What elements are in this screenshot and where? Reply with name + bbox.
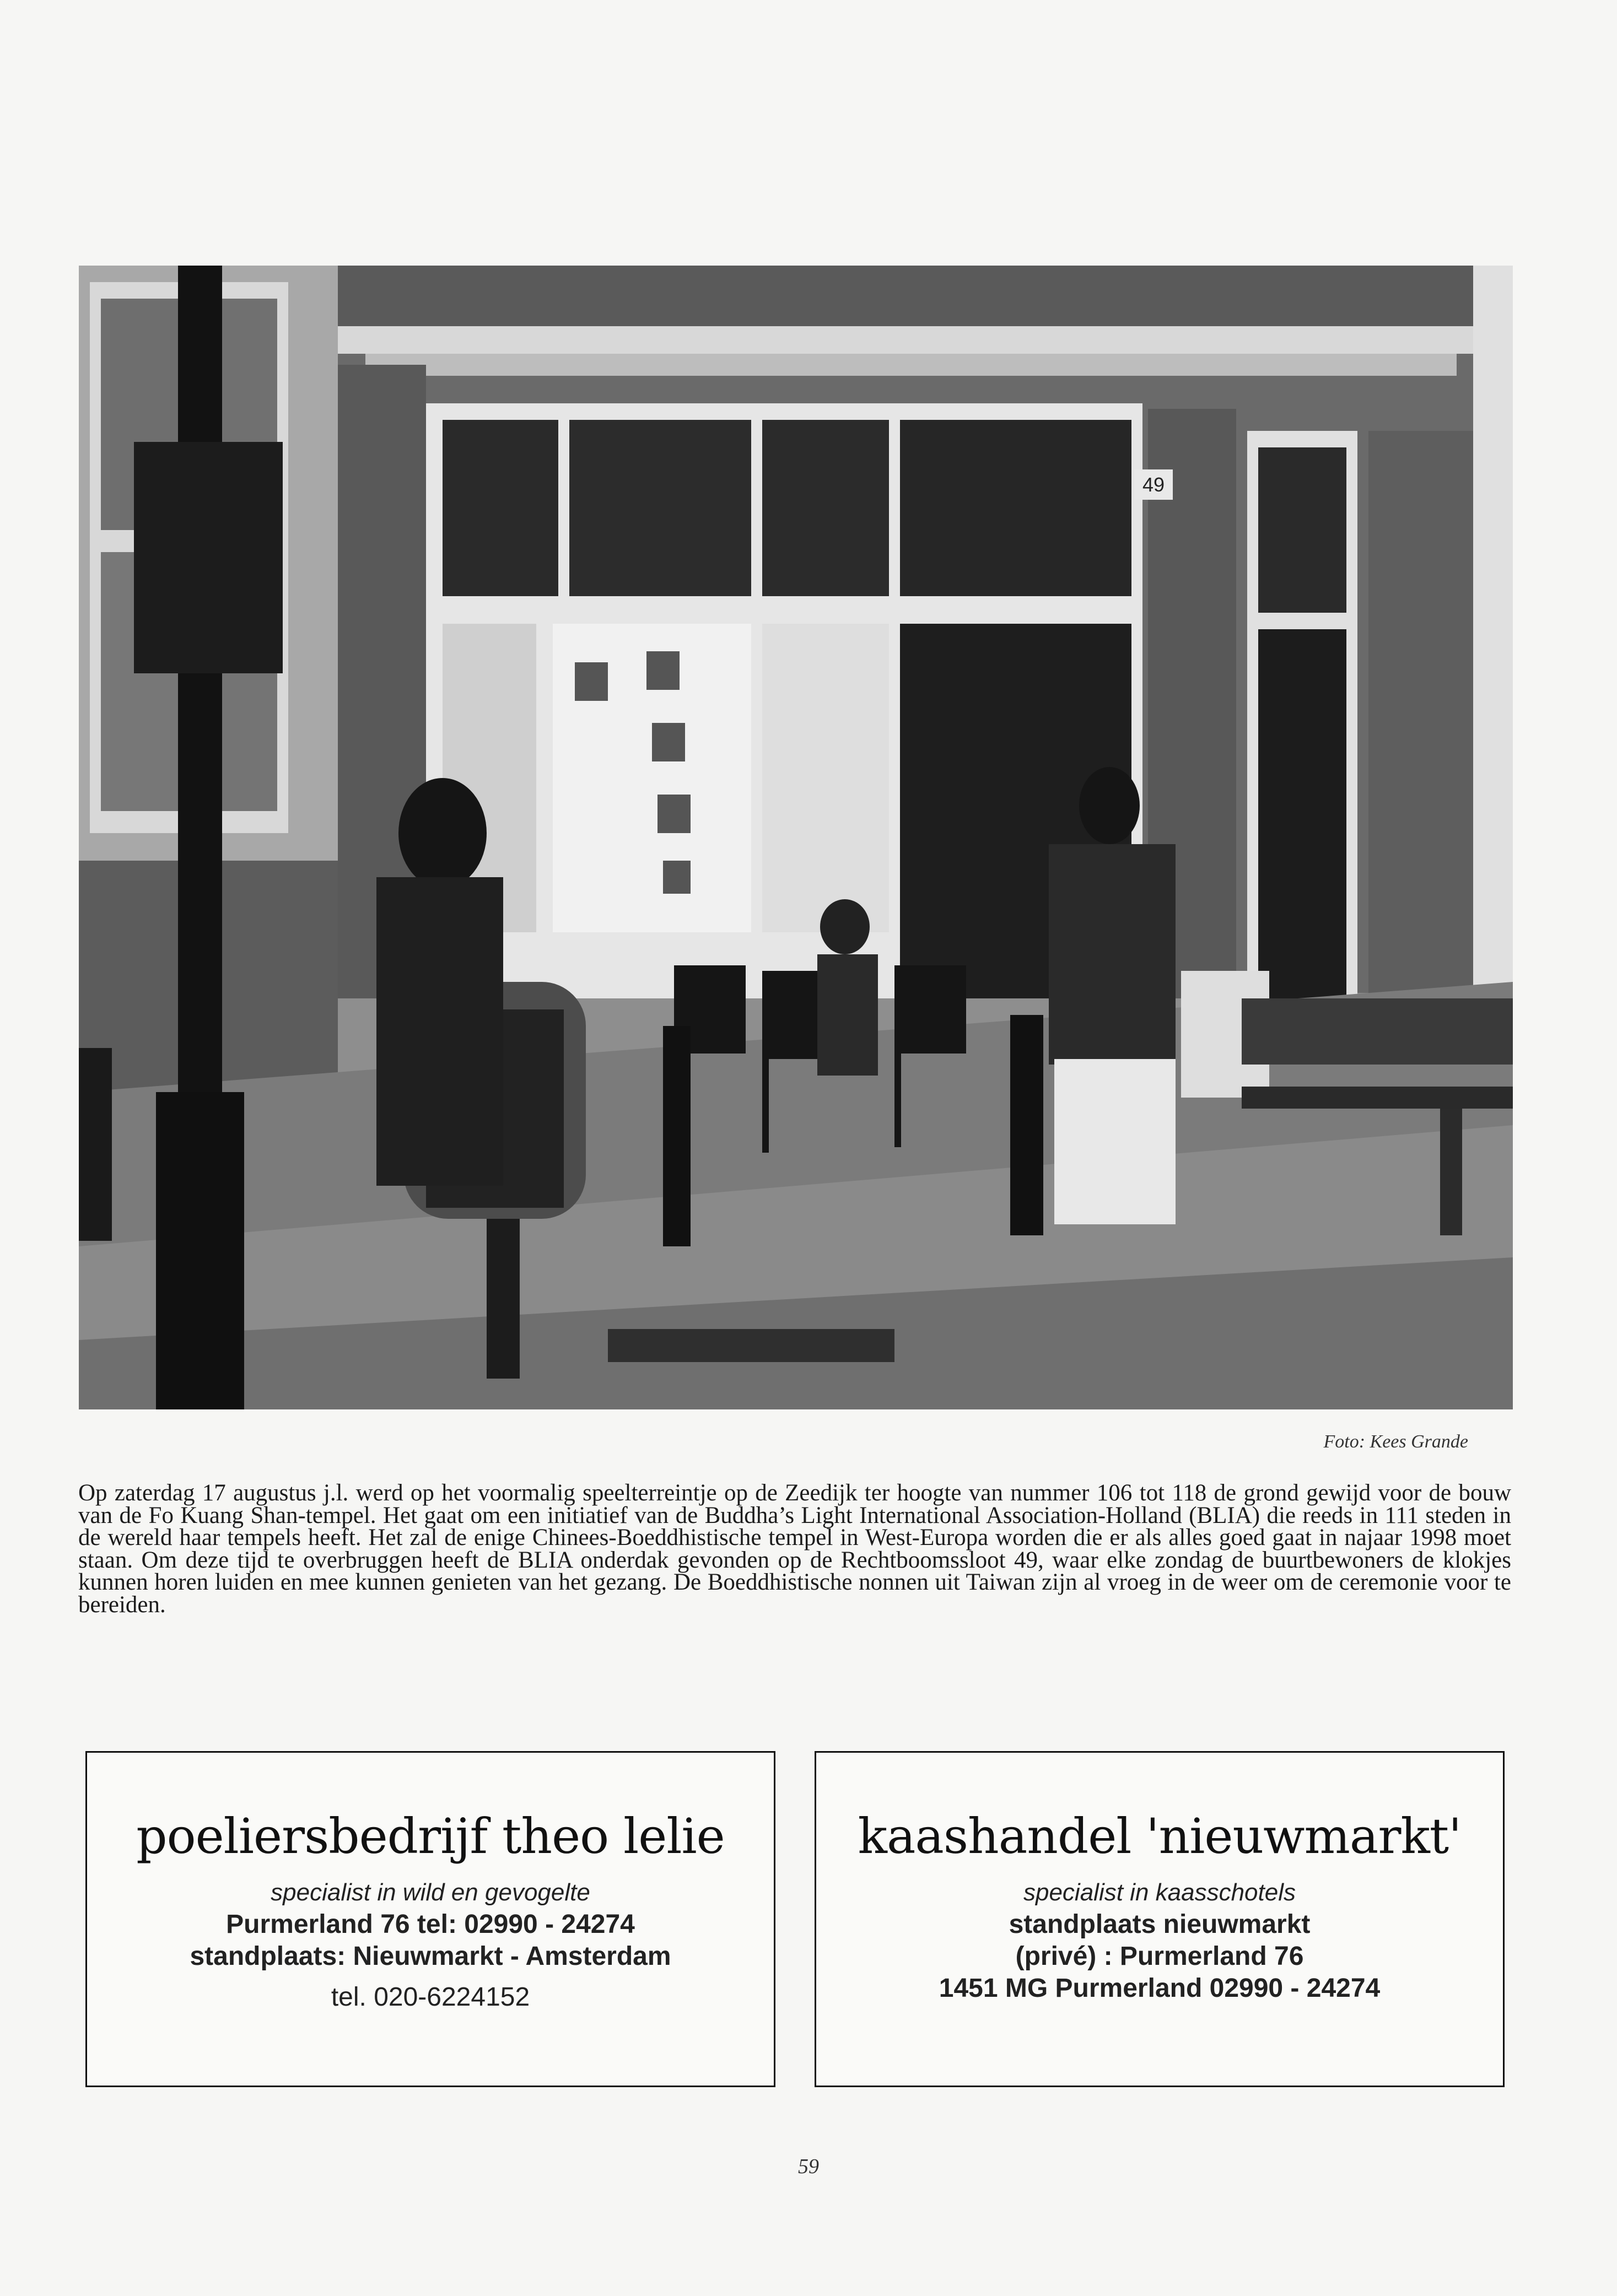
ad-tagline: specialist in wild en gevogelte (271, 1879, 590, 1906)
photo-credit: Foto: Kees Grande (1323, 1431, 1468, 1452)
ad-standplaats: standplaats: Nieuwmarkt - Amsterdam (190, 1942, 671, 1971)
ad-postcode-phone: 1451 MG Purmerland 02990 - 24274 (939, 1974, 1381, 2003)
ad-phone: tel. 020-6224152 (331, 1982, 530, 2012)
ad-kaashandel (815, 1751, 1505, 2087)
ad-title: poeliersbedrijf theo lelie (136, 1808, 725, 1865)
street-photo-illustration (79, 266, 1513, 1409)
ad-tagline: specialist in kaasschotels (1023, 1879, 1296, 1906)
ad-poeliersbedrijf (85, 1751, 775, 2087)
house-number: 49 (1142, 473, 1165, 496)
ad-prive-address: (privé) : Purmerland 76 (1015, 1942, 1304, 1971)
street-photo (79, 266, 1513, 1409)
ad-standplaats: standplaats nieuwmarkt (1009, 1910, 1311, 1939)
photo-caption: Op zaterdag 17 augustus j.l. werd op het voormalig speelterreintje op de Zeedijk ter hoogte van nummer 106 tot 118 de grond gewijd voor de bouw van de Fo Kuang Shan-tempel. Het gaat om een initiatief van de Buddha’s Light International Association-Holland (BLIA) die reeds in 111 steden in de wereld haar tempels heeft. Het zal de enige Chinees-Boeddhistische tempel in West-Europa worden die er als alles goed gaat in najaar 1998 moet staan. Om deze tijd te overbruggen heeft de BLIA onderdak gevonden op de Rechtboomssloot 49, waar elke zondag de buurtbewoners de klokjes kunnen horen luiden en mee kunnen genieten van het gezang. De Boeddhistische nonnen uit Taiwan zijn al vroeg in de weer om de ceremonie voor te bereiden. (78, 1480, 1511, 1618)
ad-title: kaashandel 'nieuwmarkt' (858, 1808, 1462, 1865)
page-number: 59 (798, 2155, 819, 2178)
ad-address: Purmerland 76 tel: 02990 - 24274 (226, 1910, 635, 1939)
